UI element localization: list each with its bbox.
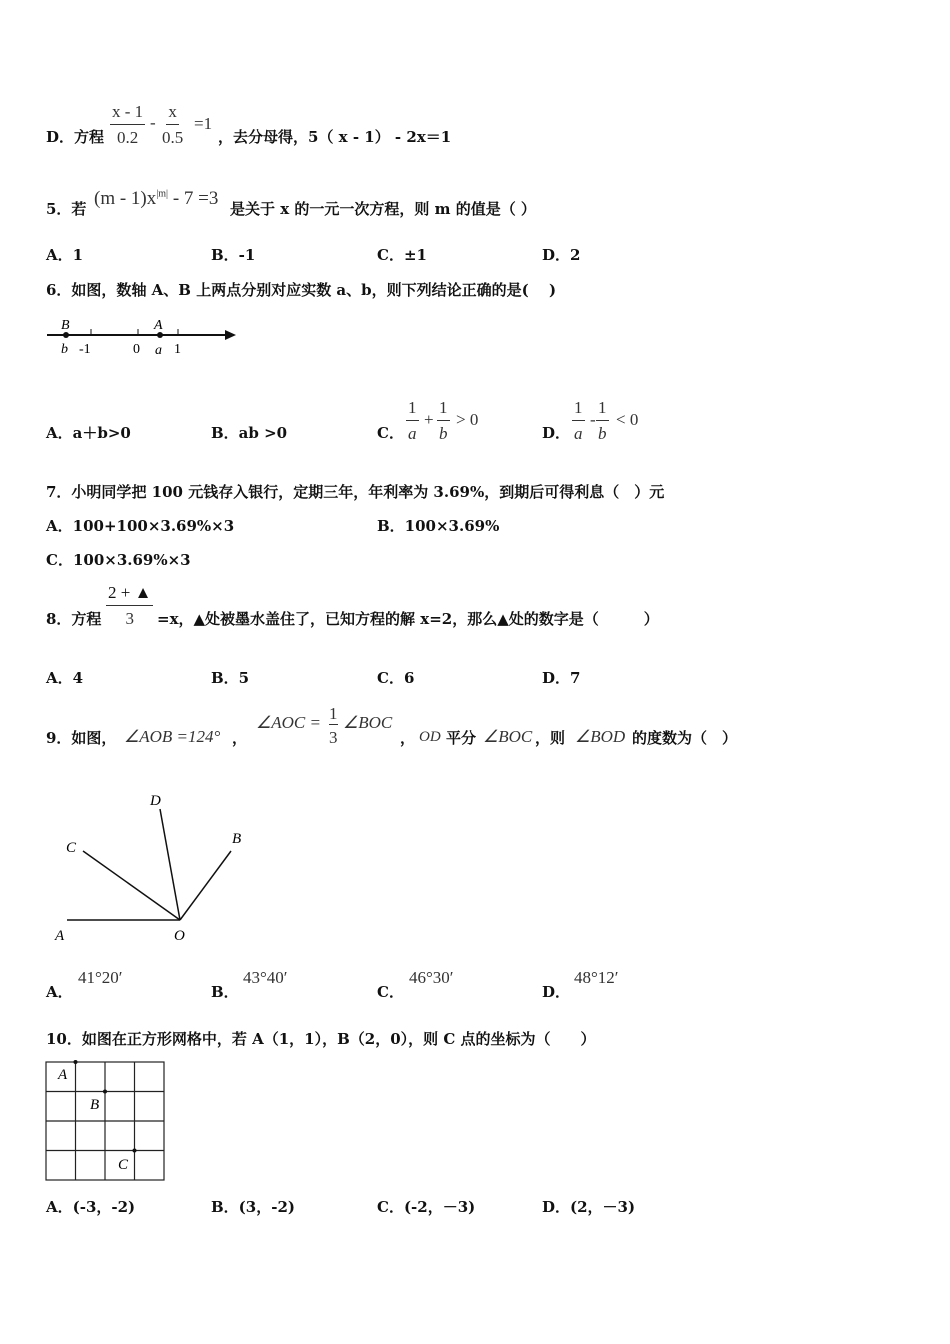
q9-label: 9．如图， xyxy=(46,729,117,747)
q5-text: 是关于 x 的一元一次方程，则 m 的值是（ ） xyxy=(230,200,536,218)
equals-one: =1 xyxy=(194,114,213,133)
q9-option-c-value: 46°30′ xyxy=(409,968,454,987)
numerator: 1 xyxy=(572,398,585,421)
q6-option-c: C． xyxy=(377,424,404,442)
denominator: a xyxy=(574,424,583,443)
frac-1-b xyxy=(437,398,450,444)
frac-1-a xyxy=(406,398,419,444)
comma: ， xyxy=(400,729,416,747)
q5-option-c: C．±1 xyxy=(377,246,427,264)
q7-text: 7．小明同学把 100 元钱存入银行，定期三年，年利率为 3.69%，到期后可得利息（ ）元 xyxy=(46,483,665,501)
q9-option-d-value: 48°12′ xyxy=(574,968,619,987)
q8-option-c: C．6 xyxy=(377,669,415,687)
frac-1-b xyxy=(596,398,609,444)
bisects: 平分 xyxy=(446,729,477,747)
label-a: A xyxy=(55,928,65,944)
comma: ， xyxy=(232,729,248,747)
q9-option-a-value: 41°20′ xyxy=(78,968,123,987)
q6-option-b: B．ab >0 xyxy=(211,424,288,442)
q8-text: =x，▲处被墨水盖住了，已知方程的解 x=2，那么▲处的数字是（ ） xyxy=(157,610,659,628)
point-b-label: B xyxy=(61,318,70,333)
q10-option-b: B．(3，-2) xyxy=(211,1198,295,1216)
grid-label-c: C xyxy=(118,1157,129,1173)
q6-text: 6．如图，数轴 A、B 上两点分别对应实数 a、b，则下列结论正确的是( ) xyxy=(46,281,557,299)
label-d: D xyxy=(150,793,161,809)
q4-d-rest: ，去分母得，5（ x - 1） - 2x＝1 xyxy=(218,128,452,146)
q4-fraction-2 xyxy=(162,102,183,148)
angle-aoc: ∠AOC = xyxy=(256,713,321,732)
q4-fraction-1 xyxy=(110,102,145,148)
denominator: 3 xyxy=(125,609,134,628)
expr: (m - 1)x xyxy=(94,188,157,209)
od: OD xyxy=(419,729,441,745)
square-grid xyxy=(44,1060,168,1184)
numerator: 1 xyxy=(437,398,450,421)
point-a-label: A xyxy=(154,318,163,333)
q8-option-a: A．4 xyxy=(46,669,84,687)
denominator: b xyxy=(439,424,448,443)
denominator: b xyxy=(598,424,607,443)
q6-option-d: D． xyxy=(542,424,571,442)
q10-option-a: A．(-3，-2) xyxy=(46,1198,136,1216)
label-b: B xyxy=(232,831,242,847)
number-line xyxy=(44,312,244,362)
q8-option-b: B．5 xyxy=(211,669,250,687)
q9-option-d: D． xyxy=(542,983,571,1001)
denominator: 3 xyxy=(329,724,338,748)
q9-option-c: C． xyxy=(377,983,404,1001)
q5-option-d: D．2 xyxy=(542,246,581,264)
numerator: 1 xyxy=(329,704,338,723)
q10-option-d: D．(2，－3) xyxy=(542,1198,636,1216)
q9-option-b-value: 43°40′ xyxy=(243,968,288,987)
q8-fraction xyxy=(106,583,153,629)
expr-tail: - 7 =3 xyxy=(168,188,219,209)
tick-zero: 0 xyxy=(133,342,140,357)
operator: + xyxy=(424,410,434,429)
exponent: |m| xyxy=(156,188,169,200)
q8-label: 8．方程 xyxy=(46,610,102,628)
numerator: x xyxy=(166,102,179,125)
numerator: 1 xyxy=(596,398,609,421)
q9-option-a: A． xyxy=(46,983,73,1001)
q5-option-a: A．1 xyxy=(46,246,84,264)
angle-boc: ∠BOC xyxy=(343,713,393,732)
label-o: O xyxy=(174,928,185,944)
grid-label-a: A xyxy=(58,1067,68,1083)
numerator: 1 xyxy=(406,398,419,421)
one-third xyxy=(327,704,340,748)
then: ，则 xyxy=(535,729,566,747)
q4-d-label: D．方程 xyxy=(46,128,105,146)
denominator: 0.5 xyxy=(162,128,184,147)
q5-expr xyxy=(94,188,218,210)
angle-boc: ∠BOC xyxy=(483,727,533,746)
numerator: 2 + ▲ xyxy=(106,583,153,606)
q5-label: 5．若 xyxy=(46,200,87,218)
q7-option-b: B．100×3.69% xyxy=(377,517,500,535)
q10-option-c: C．(-2，－3) xyxy=(377,1198,476,1216)
q8-option-d: D．7 xyxy=(542,669,581,687)
relation: < 0 xyxy=(616,410,639,429)
operator: - xyxy=(590,410,596,429)
q7-option-c: C．100×3.69%×3 xyxy=(46,551,191,569)
angle-figure xyxy=(50,785,260,950)
grid-label-b: B xyxy=(90,1097,100,1113)
relation: > 0 xyxy=(456,410,479,429)
label-c: C xyxy=(66,840,77,856)
denominator: a xyxy=(408,424,417,443)
angle-bod: ∠BOD xyxy=(575,727,626,746)
a-label: a xyxy=(155,343,162,358)
numerator: x - 1 xyxy=(110,102,145,125)
q10-text: 10．如图在正方形网格中，若 A（1，1），B（2，0），则 C 点的坐标为（ ） xyxy=(46,1030,596,1048)
denominator: 0.2 xyxy=(116,128,139,147)
q6-option-a: A．a＋b>0 xyxy=(46,424,131,442)
tick-one: 1 xyxy=(174,342,181,357)
b-label: b xyxy=(61,342,68,357)
angle-aob: ∠AOB =124° xyxy=(124,727,221,746)
frac-1-a xyxy=(572,398,585,444)
q9-end: 的度数为（ ） xyxy=(632,729,738,747)
tick-minus-one: -1 xyxy=(79,342,91,357)
q7-option-a: A．100+100×3.69%×3 xyxy=(46,517,235,535)
q9-option-b: B． xyxy=(211,983,239,1001)
q5-option-b: B．-1 xyxy=(211,246,256,264)
minus: - xyxy=(150,113,156,132)
